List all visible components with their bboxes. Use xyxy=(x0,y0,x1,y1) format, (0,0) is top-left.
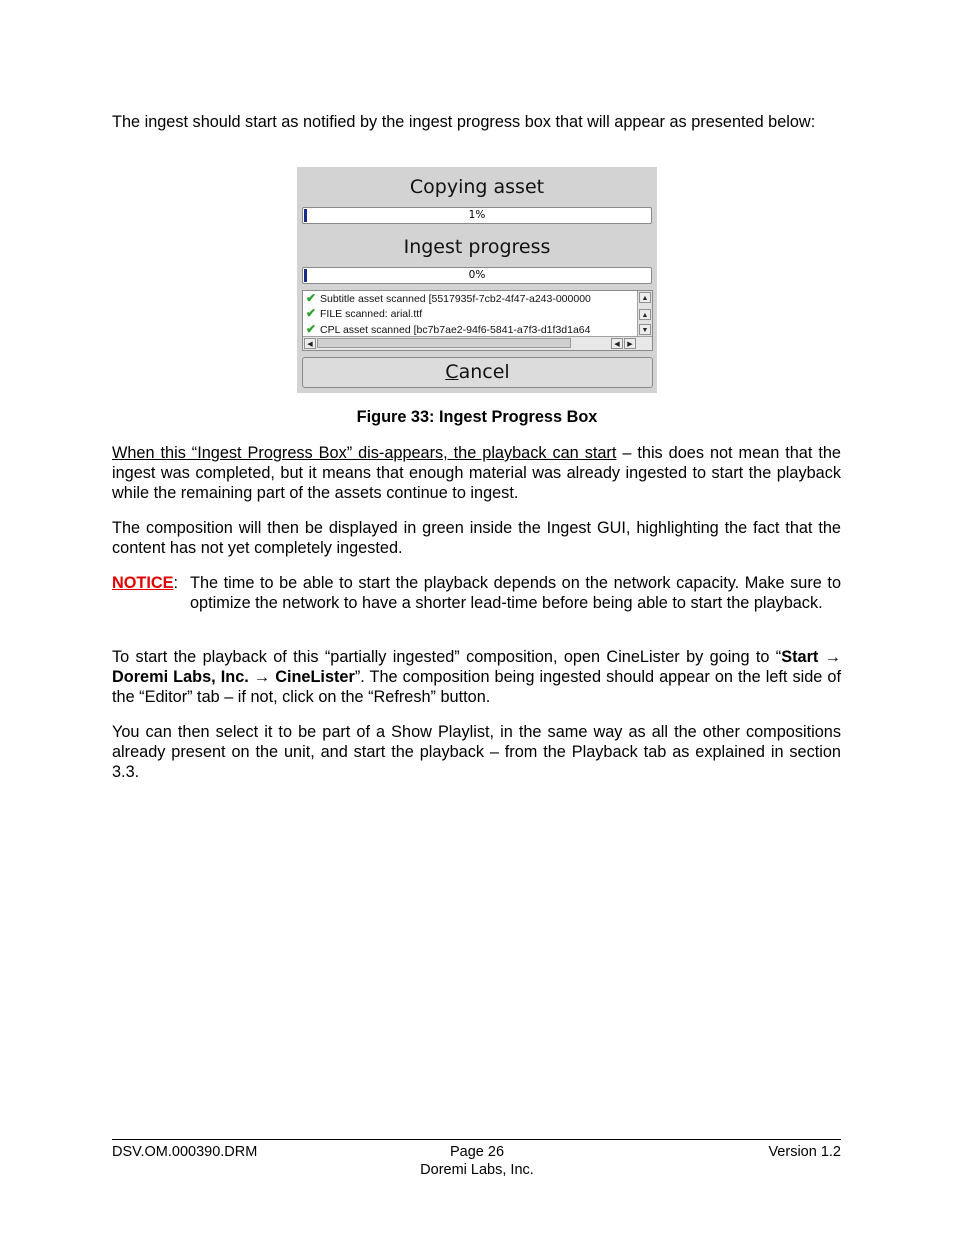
ingest-progress-bar xyxy=(302,267,652,284)
log-item: ✔ CPL asset scanned [bc7b7ae2-94f6-5841-a7f3-d1f3d1a64 xyxy=(306,322,591,336)
notice-text: The time to be able to start the playback depends on the network capacity. Make sure to optimize the network to have a shorter lead-time before being able to start the playback. xyxy=(190,574,841,612)
scroll-up-icon[interactable]: ▲ xyxy=(639,292,651,303)
log-item: ✔ Subtitle asset scanned [5517935f-7cb2-4f47-a243-000000 xyxy=(306,291,591,305)
check-icon: ✔ xyxy=(306,322,317,336)
ingest-progress-title: Ingest progress xyxy=(403,236,551,258)
footer-doc-id: DSV.OM.000390.DRM xyxy=(112,1144,258,1160)
check-icon: ✔ xyxy=(306,291,317,305)
vertical-scrollbar[interactable] xyxy=(637,291,652,337)
copying-progress-bar xyxy=(302,207,652,224)
paragraph-show-playlist: You can then select it to be part of a Show Playlist, in the same way as all the other compositions already present on the unit, and start the playback – from the Playback tab as explained in section 3.3. xyxy=(112,723,841,781)
cancel-button[interactable]: Cancel xyxy=(302,357,653,388)
paragraph-playback-start: When this “Ingest Progress Box” dis-appears, the playback can start – this does not mean that the ingest was completed, but it means that enough material was already ingested to start the playback while the remaining part of the assets continue to ingest. xyxy=(112,444,841,502)
paragraph-composition-green: The composition will then be displayed in green inside the Ingest GUI, highlighting the fact that the content has not yet completely ingested. xyxy=(112,519,841,557)
footer-version: Version 1.2 xyxy=(768,1144,841,1160)
footer-divider xyxy=(112,1139,841,1140)
check-icon: ✔ xyxy=(306,306,317,320)
footer-company: Doremi Labs, Inc. xyxy=(420,1162,534,1178)
scroll-up-icon[interactable]: ▲ xyxy=(639,309,651,320)
ingest-progress-percent: 0% xyxy=(468,269,486,281)
intro-paragraph: The ingest should start as notified by the ingest progress box that will appear as presented below: xyxy=(112,113,816,131)
notice-label: NOTICE: xyxy=(112,574,179,592)
scroll-left-icon[interactable]: ◀ xyxy=(304,338,316,349)
horizontal-scroll-thumb[interactable] xyxy=(317,338,571,348)
copying-progress-percent: 1% xyxy=(468,209,486,221)
horizontal-scrollbar[interactable] xyxy=(303,336,652,350)
ingest-log-list[interactable] xyxy=(302,290,653,351)
scroll-down-icon[interactable]: ▼ xyxy=(639,324,651,335)
scroll-left-icon[interactable]: ◀ xyxy=(611,338,623,349)
footer-page-number: Page 26 xyxy=(449,1144,505,1160)
log-item: ✔ FILE scanned: arial.ttf xyxy=(306,306,423,320)
scroll-right-icon[interactable]: ▶ xyxy=(624,338,636,349)
paragraph-start-playback: To start the playback of this “partially ingested” composition, open CineLister by going to “Start → Doremi Labs, Inc. → CineLister”. The composition being ingested should appear on the left side of the “Editor” tab – if not, click on the “Refresh” button. xyxy=(112,648,841,706)
figure-caption: Figure 33: Ingest Progress Box xyxy=(356,408,598,426)
copying-asset-title: Copying asset xyxy=(409,176,545,198)
